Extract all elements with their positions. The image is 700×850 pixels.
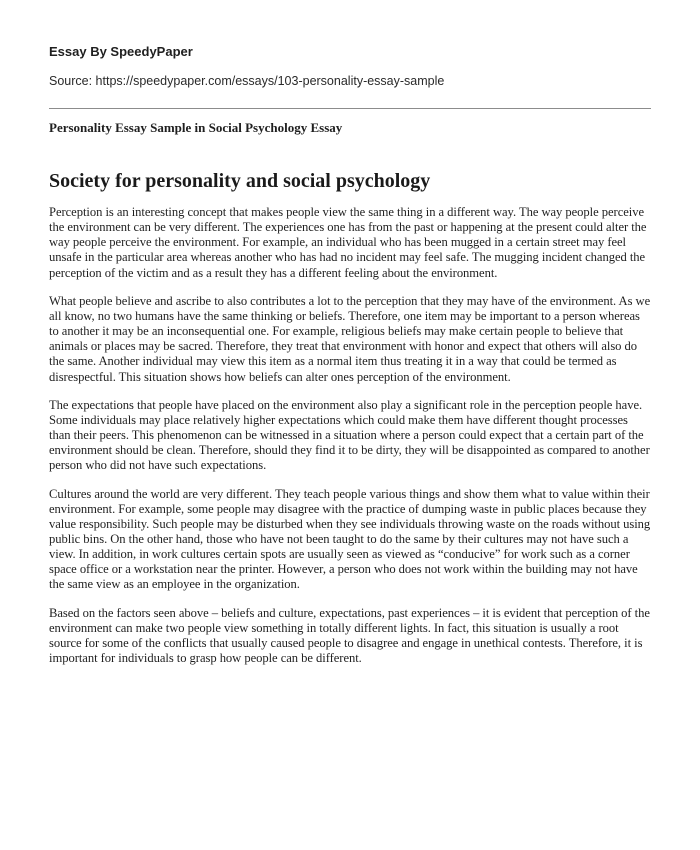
paragraph-3: The expectations that people have placed on the environment also play a significant role in the perception people have. Some individuals may place relatively higher expectations which could make them have different thought processes than their peers. This phenomenon can be witnessed in a situation where a person could expect that a certain part of the environment should be clean. Therefore, should they find it to be dirty, they will be disappointed as compared to another person who did not have such expectations. [49,397,650,473]
essay-body [49,205,652,679]
header-divider [49,108,651,109]
essay-heading: Society for personality and social psychology [49,170,431,192]
paragraph-2: What people believe and ascribe to also contributes a lot to the perception that they may have of the environment. As we all know, no two humans have the same thinking or beliefs. Therefore, one item may be important to a person whereas to another it may be an inconsequential one. For example, religious beliefs may make certain people to believe that animals or places may be sacred. Therefore, they treat that environment with honor and expect that others will also do the same. Another individual may view this item as a normal item thus treating it in a way that could be termed as disrespectful. This situation shows how beliefs can alter ones perception of the environment. [49,293,651,384]
document-title: Personality Essay Sample in Social Psychology Essay [49,120,343,135]
source-line: Source: https://speedypaper.com/essays/103-personality-essay-sample [49,74,445,88]
brand-label: Essay By SpeedyPaper [49,44,193,59]
paragraph-5: Based on the factors seen above – beliefs and culture, expectations, past experiences – it is evident that perception of the environment can make two people view something in totally different lights. In fact, this situation is usually a root source for some of the conflicts that usually caused people to disagree and engage in unethical contests. Therefore, it is important for individuals to grasp how people can be different. [49,605,650,666]
paragraph-4: Cultures around the world are very different. They teach people various things and show them what to value within their environment. For example, some people may disagree with the practice of dumping waste in public places because they value responsibility. Such people may be disturbed when they see individuals throwing waste on the roads without using public bins. On the other hand, those who have not been taught to do the same by their cultures may not have such a view. In addition, in work cultures certain spots are usually seen as viewed as “conducive” for work such as a corner space office or a workstation near the printer. However, a person who does not work within the building may not have the same view as an employee in the organization. [49,486,651,592]
paragraph-1: Perception is an interesting concept that makes people view the same thing in a different way. The way people perceive the environment can be very different. The experiences one has from the past or happening at the present could alter the way people perceive the environment. For example, an individual who has been mugged in a certain street may feel unsafe in the particular area whereas another who has had no incident may feel safe. The mugging incident changed the perception of the victim and as a result they has a different feeling about the environment. [49,205,647,280]
